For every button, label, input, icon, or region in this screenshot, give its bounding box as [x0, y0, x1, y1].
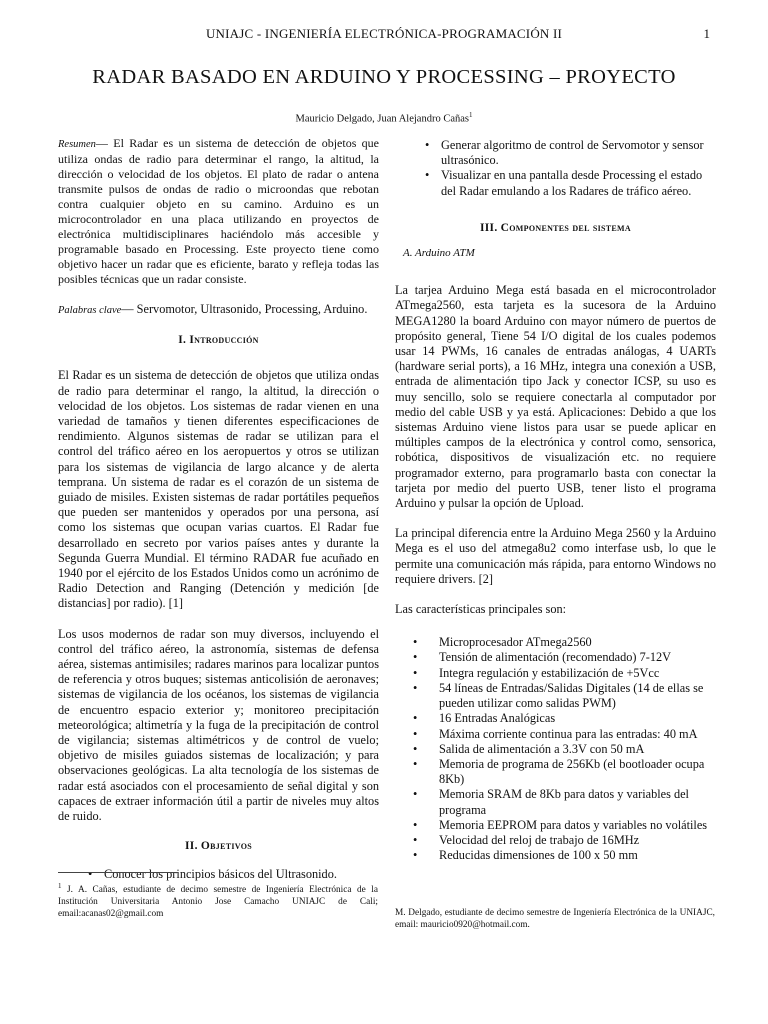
keywords-text: Servomotor, Ultrasonido, Processing, Arduino. — [136, 302, 368, 316]
keywords-dash: — — [121, 302, 137, 316]
footnote-text: J. A. Cañas, estudiante de decimo semestre de Ingeniería Electrónica de la Institución Universitaria Antonio Jose Camacho UNIAJC de Cali; email:acanas02@gmail.com — [58, 885, 378, 920]
footnote-left — [58, 880, 378, 920]
list-item: • Memoria SRAM de 8Kb para datos y variables del programa — [395, 787, 716, 817]
list-item: • Tensión de alimentación (recomendado) 7-12V — [395, 650, 716, 665]
abstract-dash: — — [95, 136, 114, 150]
features-list — [395, 635, 716, 863]
intro-paragraph: El Radar es un sistema de detección de objetos que utiliza ondas de radio para determinar el rango, la altitud, la dirección o velocidad de los objetos. Los sistemas de radar vienen en una variedad de tamaños y tienen diferentes especificaciones de rendimiento. Algunos sistemas de radar se utilizan para el control del tráfico aéreo en los aeropuertos y otros se utilizan para los sistemas de vigilancia de largo alcance y de alerta temprana. Un sistema de radar es el corazón de un sistema de guiado de misiles. Existen sistemas de radar portátiles pequeños que pueden ser mantenidos y operados por una persona, así como los sistemas que ocupan varias cuartos. El Radar fue desarrollado en secreto por varios países antes y durante la Segunda Guerra Mundial. El término RADAR fue acuñado en 1940 por el ejército de los Estados Unidos como un acrónimo de Radio Detection and Ranging (Detención y medición [de distancias] por radio). [1] — [58, 368, 379, 611]
left-column — [58, 136, 379, 892]
author-line — [0, 111, 768, 125]
objectives-list-right — [395, 138, 716, 199]
list-item: • Integra regulación y estabilización de +5Vcc — [395, 666, 716, 681]
list-item: • Memoria EEPROM para datos y variables no volátiles — [395, 818, 716, 833]
section-heading-componentes: III. Componentes del sistema — [480, 221, 631, 234]
author-names: Mauricio Delgado, Juan Alejandro Cañas — [295, 113, 469, 125]
page-number: 1 — [703, 26, 710, 41]
components-paragraph: La principal diferencia entre la Arduino Mega 2560 y la Arduino Mega es el uso del atmega8u2 como interfase usb, lo que le permite una comunicación más rápida, para entorno Windows no requiere drivers. [2] — [395, 526, 716, 586]
keywords — [58, 302, 379, 318]
paper-title: RADAR BASADO EN ARDUINO Y PROCESSING – PROYECTO — [92, 66, 676, 88]
abstract — [58, 136, 379, 287]
section-heading-introduccion: I. Introducción — [178, 334, 259, 347]
author-footnote-mark: 1 — [469, 111, 473, 119]
list-item: • 16 Entradas Analógicas — [395, 711, 716, 726]
keywords-label: Palabras clave — [58, 305, 122, 316]
abstract-text: El Radar es un sistema de detección de objetos que utiliza ondas de radio para determinar el rango, la altitud, la dirección o velocidad de los objetos. El plato de radar o antena transmite pulsos de ondas de radio o microondas que rebotan contra cualquier objeto en su camino. Arduino es un microcontrolador en una placa utilizando en proyectos de electrónica multidisciplinares haciéndolo más accesible y programable basado en Processing. Este proyecto tiene como objetivo hacer un radar que es eficiente, barato y refleja todas las posibles técnicas que un radar consiste. — [58, 136, 380, 286]
section-heading-objetivos: II. Objetivos — [185, 840, 252, 853]
list-item: • Máxima corriente continua para las entradas: 40 mA — [395, 727, 716, 742]
footnote-divider — [58, 872, 178, 873]
abstract-label: Resumen — [58, 139, 96, 150]
list-item: • Generar algoritmo de control de Servomotor y sensor ultrasónico. — [395, 138, 716, 168]
list-item: • Microprocesador ATmega2560 — [395, 635, 716, 650]
subsection-heading-arduino-atm: A. Arduino ATM — [403, 247, 475, 260]
components-paragraph: Las características principales son: — [395, 602, 567, 617]
list-item: • Visualizar en una pantalla desde Processing el estado del Radar emulando a los Radares de tráfico aéreo. — [395, 168, 716, 198]
components-paragraph: La tarjea Arduino Mega está basada en el microcontrolador ATmega2560, esta tarjeta es la sucesora de la Arduino MEGA1280 la board Arduino con mayor número de puertos de propósito general, Tiene 54 I/O digital de los cuales podemos usar 14 PWMs, 16 canales de entradas análogas, 4 UARTs (hardware serial ports), a 16 MHz, integra una conexión a USB, entrada de alimentación tipo Jack y conector ICSP, su uso es muy sencillo, solo se requiere conectarla al computador por medio del cable USB y ya está. Aplicaciones: Debido a que los sistemas Arduino viene listos para usar se puede aplicar en múltiples campos de la electrónica y control como, sensorica, robótica, dispositivos de visualización etc. no requiere programador externo, para programarlo basta con conectar la tarjeta por medio del puerto USB, tener listo el programa Arduino y pulsar la opción de Upload. — [395, 283, 716, 511]
list-item: • 54 líneas de Entradas/Salidas Digitales (14 de ellas se pueden utilizar como salidas PWM) — [395, 681, 716, 711]
list-item: • Conocer los principios básicos del Ultrasonido. — [58, 867, 379, 882]
footnote-mark: 1 — [58, 882, 62, 890]
intro-paragraph: Los usos modernos de radar son muy diversos, incluyendo el control del tráfico aéreo, la astronomía, sistemas de defensa aérea, sistemas antimisiles; radares marinos para localizar puntos de referencia y otros buques; sistemas anticolisión de aeronaves; sistemas de vigilancia de los océanos, los sistemas de vigilancia de encuentro espacio exterior y; monitoreo precipitación meteorológica; altimetría y la fuga de la precipitación de control de vigilancia; sistemas altimétricos y de control de vuelo; objetivo de misiles guiados sistemas de localización; y para observaciones geológicas. La alta tecnología de los sistemas de radar está asociados con el procesamiento de señal digital y son capaces de extraer información útil a partir de niveles muy altos de ruido. — [58, 626, 379, 824]
list-item: • Velocidad del reloj de trabajo de 16MHz — [395, 833, 716, 848]
right-column — [395, 138, 716, 873]
running-header: UNIAJC - INGENIERÍA ELECTRÓNICA-PROGRAMACIÓN II — [205, 26, 563, 41]
list-item: • Memoria de programa de 256Kb (el bootloader ocupa 8Kb) — [395, 757, 716, 787]
footnote-right: M. Delgado, estudiante de decimo semestre de Ingeniería Electrónica de la UNIAJC, email: mauricio0920@hotmail.com. — [395, 908, 715, 930]
list-item: • Salida de alimentación a 3.3V con 50 mA — [395, 742, 716, 757]
list-item: • Reducidas dimensiones de 100 x 50 mm — [395, 848, 716, 863]
